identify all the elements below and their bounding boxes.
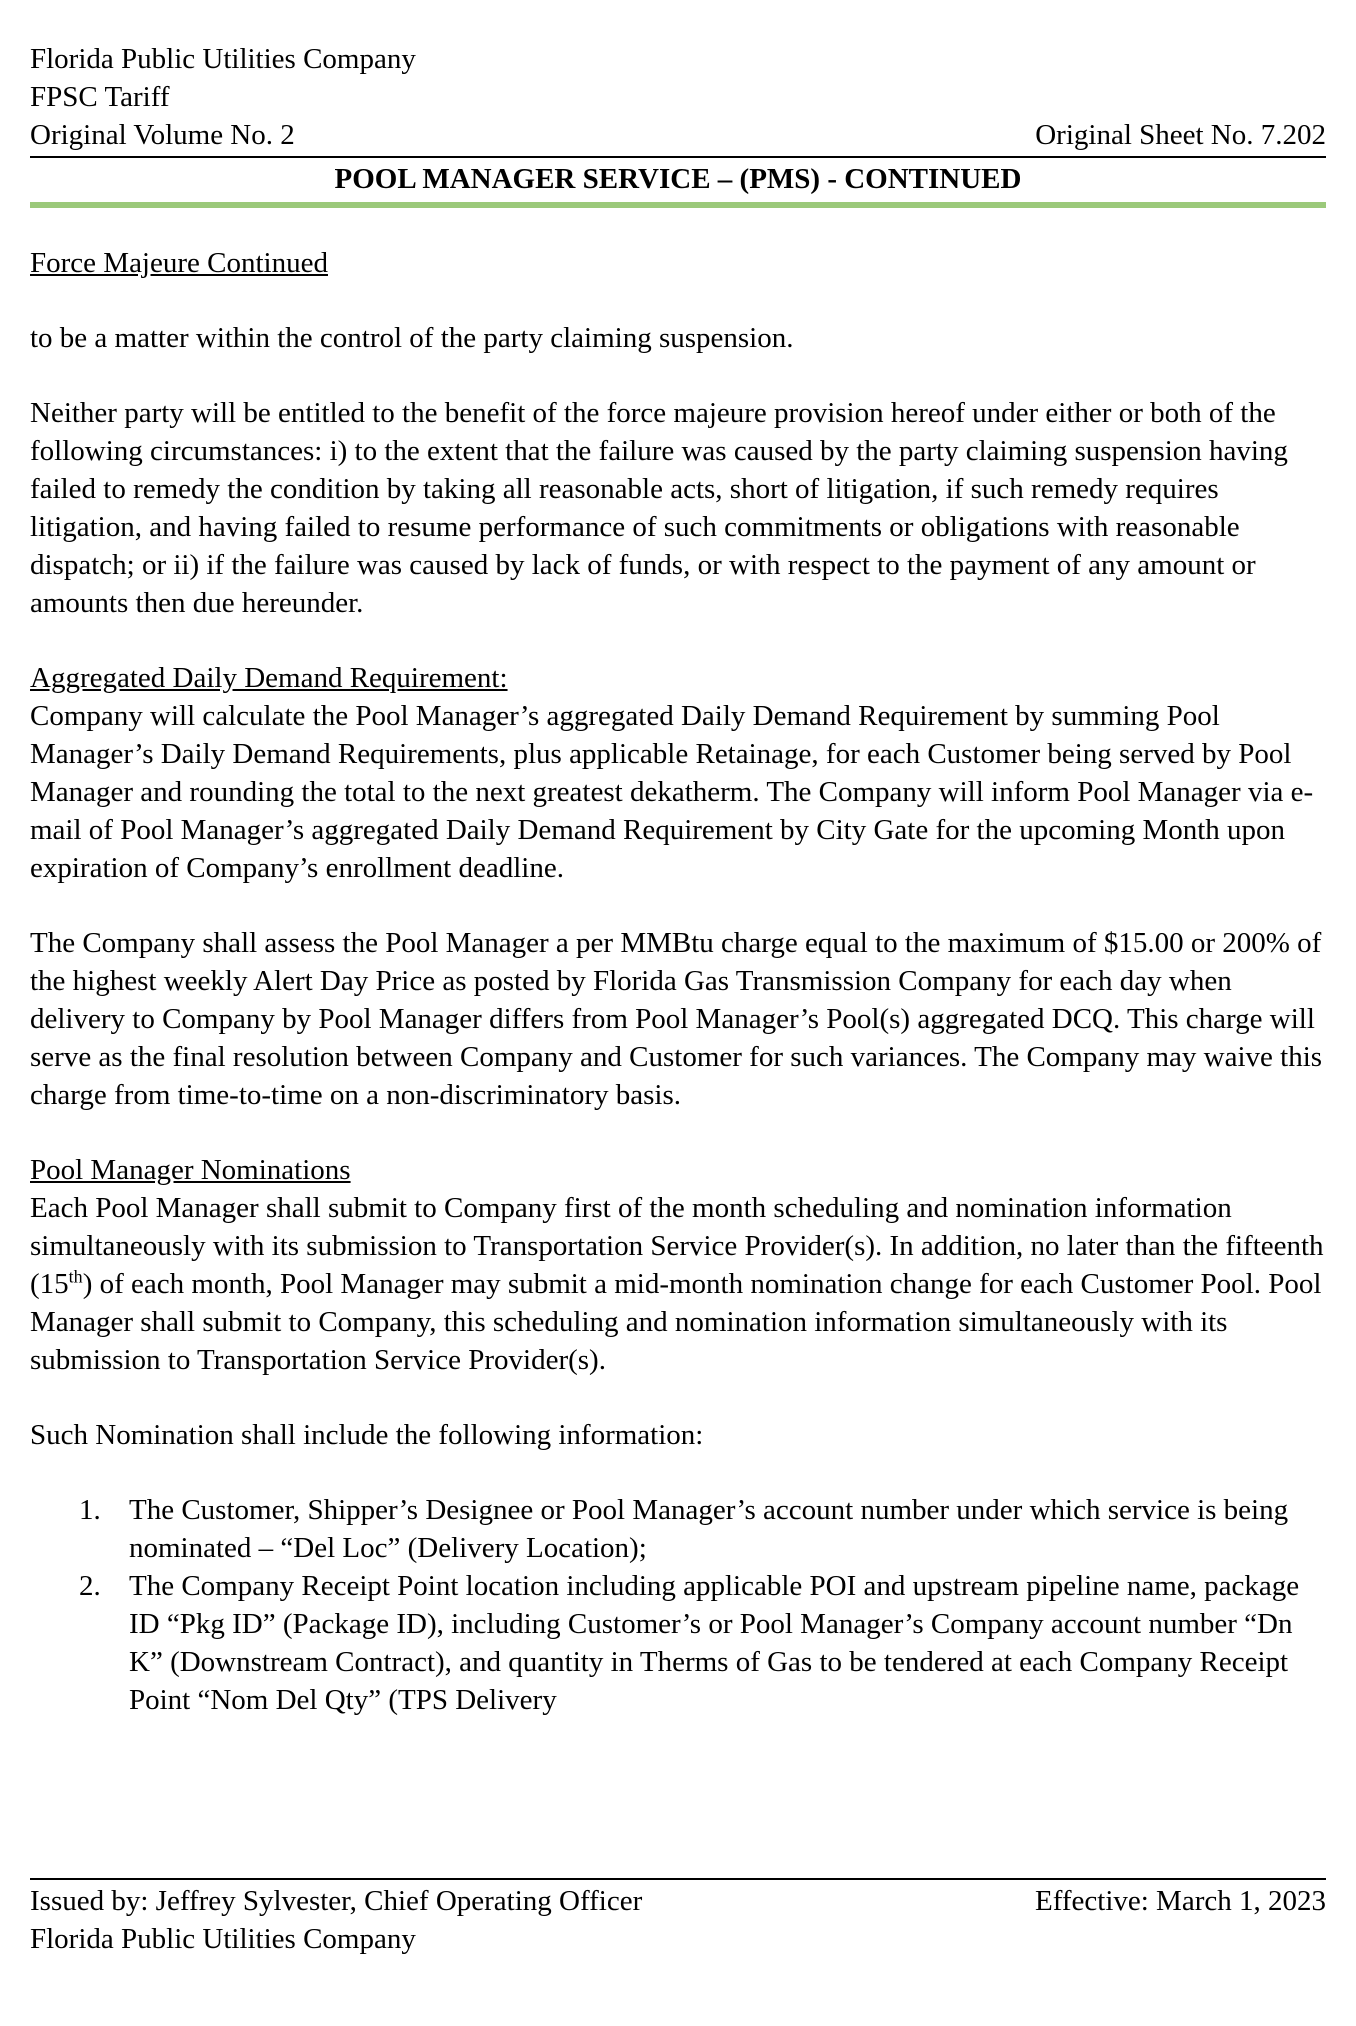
list-item-text: The Company Receipt Point location including applicable POI and upstream pipeline name, package ID “Pkg ID” (Package ID), including Customer’s or Pool Manager’s Company account number “Dn K” (Downstream Contract), and quantity in Therms of Gas to be tendered at each Company Receipt Point “Nom Del Qty” (TPS Delivery <box>129 1570 1300 1716</box>
paragraph: Such Nomination shall include the following information: <box>30 1419 704 1451</box>
company-name: Florida Public Utilities Company <box>30 43 416 75</box>
section-heading-force-majeure: Force Majeure Continued <box>30 247 328 279</box>
paragraph: The Company shall assess the Pool Manager a per MMBtu charge equal to the maximum of $15.00 or 200% of the highest weekly Alert Day Price as posted by Florida Gas Transmission Company for each day when delivery to Company by Pool Manager differs from Pool Manager’s Pool(s) aggregated DCQ. This charge will serve as the final resolution between Company and Customer for such variances. The Company may waive this charge from time-to-time on a non-discriminatory basis. <box>30 927 1323 1111</box>
page-title: POOL MANAGER SERVICE – (PMS) - CONTINUED <box>334 163 1022 195</box>
paragraph: to be a matter within the control of the party claiming suspension. <box>30 322 794 354</box>
document-footer <box>30 1878 1326 1958</box>
sheet-label: Original Sheet No. 7.202 <box>1035 119 1326 151</box>
tariff-label: FPSC Tariff <box>30 81 170 113</box>
section-heading-aggregated-demand: Aggregated Daily Demand Requirement: <box>30 662 508 694</box>
footer-divider <box>30 1878 1326 1880</box>
effective-date: Effective: March 1, 2023 <box>1035 1885 1326 1917</box>
section-heading-nominations: Pool Manager Nominations <box>30 1154 351 1186</box>
paragraph: Company will calculate the Pool Manager’s aggregated Daily Demand Requirement by summing Pool Manager’s Daily Demand Requirements, plus applicable Retainage, for each Customer being served by Pool Manager and rounding the total to the next greatest dekatherm. The Company will inform Pool Manager via e-mail of Pool Manager’s aggregated Daily Demand Requirement by City Gate for the upcoming Month upon expiration of Company’s enrollment deadline. <box>30 700 1314 884</box>
nomination-list <box>30 1491 1326 1719</box>
paragraph: Neither party will be entitled to the benefit of the force majeure provision hereof under either or both of the following circumstances: i) to the extent that the failure was caused by the party claiming suspension having failed to remedy the condition by taking all reasonable acts, short of litigation, if such remedy requires litigation, and having failed to resume performance of such commitments or obligations with reasonable dispatch; or ii) if the failure was caused by lack of funds, or with respect to the payment of any amount or amounts then due hereunder. <box>30 397 1288 619</box>
tariff-page <box>30 40 1326 1719</box>
list-item <box>79 1491 1326 1567</box>
volume-label: Original Volume No. 2 <box>30 119 295 151</box>
list-item <box>79 1567 1326 1719</box>
list-item-number: 1. <box>79 1494 101 1526</box>
list-item-text: The Customer, Shipper’s Designee or Pool Manager’s account number under which service is being nominated – “Del Loc” (Delivery Location); <box>129 1494 1289 1564</box>
header-divider <box>30 156 1326 158</box>
footer-company: Florida Public Utilities Company <box>30 1923 416 1955</box>
document-header <box>30 40 1326 208</box>
list-item-number: 2. <box>79 1570 101 1602</box>
issued-by: Issued by: Jeffrey Sylvester, Chief Operating Officer <box>30 1885 643 1917</box>
paragraph: Each Pool Manager shall submit to Company first of the month scheduling and nomination information simultaneously with its submission to Transportation Service Provider(s). In addition, no later than the fifteenth (15th) of each month, Pool Manager may submit a mid-month nomination change for each Customer Pool. Pool Manager shall submit to Company, this scheduling and nomination information simultaneously with its submission to Transportation Service Provider(s). <box>30 1192 1324 1376</box>
volume-sheet-row <box>30 116 1326 154</box>
footer-row <box>30 1882 1326 1920</box>
